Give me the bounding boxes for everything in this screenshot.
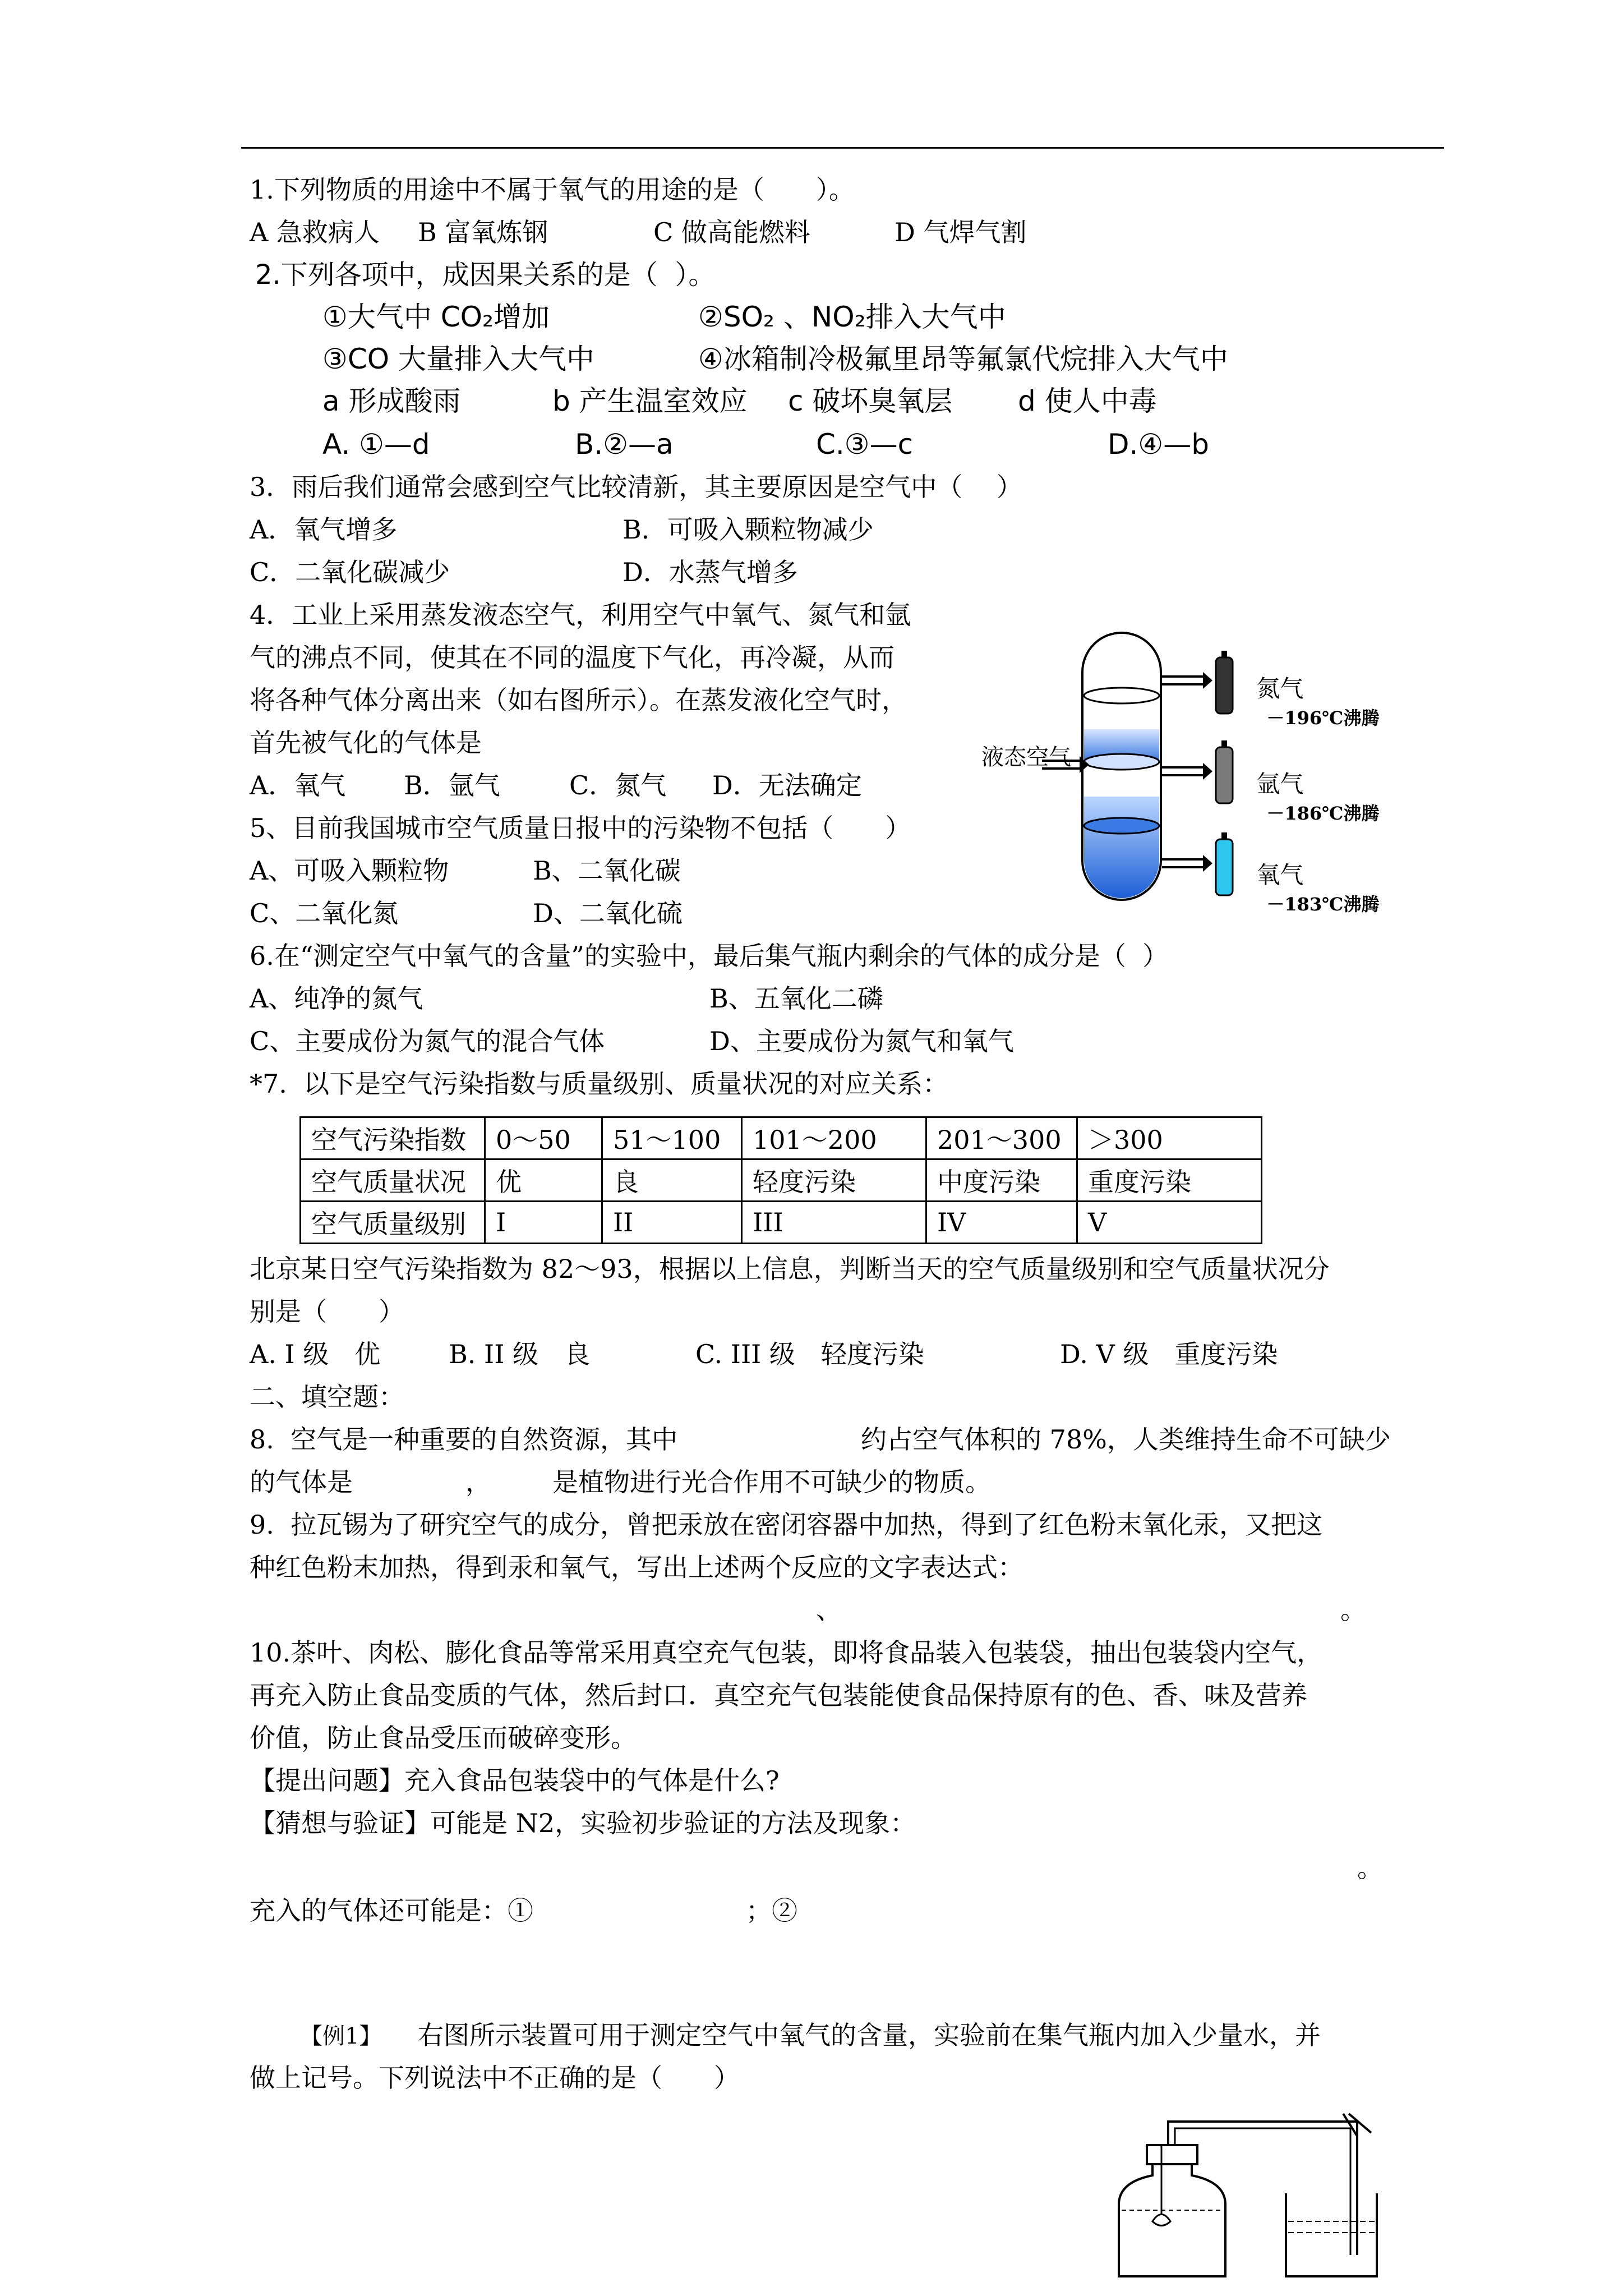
q7-stem: *7. 以下是空气污染指数与质量级别、质量状况的对应关系： bbox=[250, 1069, 949, 1099]
q4-line-1: 4．工业上采用蒸发液态空气，利用空气中氧气、氮气和氩 bbox=[250, 600, 911, 630]
q10-line-1: 10.茶叶、肉松、膨化食品等常采用真空充气包装，即将食品装入包装袋，抽出包装袋内空气， bbox=[250, 1637, 1323, 1668]
table-cell: 重度污染 bbox=[1077, 1159, 1262, 1202]
cylinder-argon bbox=[1216, 740, 1233, 803]
q1-stem: 1.下列物质的用途中不属于氧气的用途的是（ ）。 bbox=[250, 174, 855, 205]
q1-option-a: A 急救病人 bbox=[250, 217, 380, 247]
q10-more-b: ；② bbox=[746, 1895, 797, 1926]
plate-3 bbox=[1084, 818, 1159, 834]
apparatus-figure bbox=[1108, 2109, 1388, 2277]
q5-options-row1 bbox=[250, 854, 923, 887]
q2-effect-a: a 形成酸雨 bbox=[322, 385, 461, 417]
q2-causes-row2 bbox=[322, 342, 1388, 376]
q2-stem: 2.下列各项中，成因果关系的是（ ）。 bbox=[255, 259, 716, 291]
table-cell: 0～50 bbox=[485, 1117, 602, 1159]
gas-bp-3: －183℃沸腾 bbox=[1266, 894, 1380, 915]
plate-1 bbox=[1084, 688, 1159, 703]
q7-after-2: 别是（ ） bbox=[250, 1296, 404, 1327]
table-cell: V bbox=[1077, 1202, 1262, 1244]
q4-line-2: 气的沸点不同，使其在不同的温度下气化，再冷凝，从而 bbox=[250, 642, 895, 673]
distillation-figure bbox=[981, 628, 1436, 915]
q4-line-4: 首先被气化的气体是 bbox=[250, 728, 482, 758]
table-cell: 良 bbox=[602, 1159, 742, 1202]
table-cell: 空气质量级别 bbox=[301, 1202, 485, 1244]
q3-stem: 3．雨后我们通常会感到空气比较清新，其主要原因是空气中（ ） bbox=[250, 472, 1022, 502]
q8-line1a: 8. 空气是一种重要的自然资源，其中 bbox=[250, 1424, 678, 1455]
q2-cause-3: ③CO 大量排入大气中 bbox=[322, 343, 594, 375]
q8-line2a: 的气体是 bbox=[250, 1467, 353, 1497]
q2-cause-2: ②SO₂ 、NO₂排入大气中 bbox=[698, 301, 1006, 333]
gas-bp-2: －186℃沸腾 bbox=[1266, 803, 1380, 824]
q6-option-c: C、主要成份为氮气的混合气体 bbox=[250, 1026, 605, 1056]
q2-cause-4: ④冰箱制冷极氟里昂等氟氯代烷排入大气中 bbox=[698, 343, 1228, 375]
table-cell: 空气质量状况 bbox=[301, 1159, 485, 1202]
gas-name-1: 氮气 bbox=[1256, 675, 1304, 702]
q8-line2c: 是植物进行光合作用不可缺少的物质。 bbox=[552, 1467, 991, 1497]
gas-bp-1: －196℃沸腾 bbox=[1266, 707, 1380, 729]
q6-stem: 6.在“测定空气中氧气的含量”的实验中，最后集气瓶内剩余的气体的成分是（ ） bbox=[250, 941, 1169, 971]
q4-option-b: B．氩气 bbox=[404, 770, 500, 800]
gas-jar bbox=[1119, 2164, 1225, 2276]
q10-line-2: 再充入防止食品变质的气体，然后封口．真空充气包装能使食品保持原有的色、香、味及营养 bbox=[250, 1680, 1307, 1710]
q6-option-a: A、纯净的氮气 bbox=[250, 983, 423, 1014]
q7-option-d: D. V 级 重度污染 bbox=[1060, 1339, 1278, 1369]
spoon-bowl bbox=[1152, 2215, 1170, 2226]
oxygen-test-apparatus bbox=[1108, 2109, 1388, 2277]
q1-option-b: B 富氧炼钢 bbox=[418, 217, 548, 247]
gas-name-2: 氩气 bbox=[1256, 770, 1304, 798]
table-row bbox=[301, 1202, 1262, 1244]
q5-option-d: D、二氧化硫 bbox=[533, 898, 683, 928]
table-cell: IV bbox=[926, 1202, 1077, 1244]
q8-line1b: 约占空气体积的 78%，人类维持生命不可缺少 bbox=[861, 1424, 1391, 1455]
output-label-2 bbox=[1245, 755, 1380, 836]
q4-option-d: D．无法确定 bbox=[712, 770, 862, 800]
table-cell: II bbox=[602, 1202, 742, 1244]
table-cell: 优 bbox=[485, 1159, 602, 1202]
example-tag: 【例1】 bbox=[300, 2023, 382, 2049]
q10-guess: 【猜想与验证】可能是 N2，实验初步验证的方法及现象： bbox=[250, 1808, 916, 1838]
column-liquid bbox=[1084, 797, 1159, 898]
q3-options-row2 bbox=[250, 555, 1147, 589]
table-row bbox=[301, 1159, 1262, 1202]
q3-option-a: A．氧气增多 bbox=[250, 514, 398, 545]
q6-option-d: D、主要成份为氮气和氧气 bbox=[709, 1026, 1014, 1056]
q2-option-a: A. ①—d bbox=[322, 428, 430, 461]
q4-option-c: C．氮气 bbox=[569, 770, 667, 800]
q5-options-row2 bbox=[250, 896, 923, 930]
q5-option-b: B、二氧化碳 bbox=[533, 855, 681, 886]
q2-option-b: B.②—a bbox=[575, 428, 674, 461]
q2-effect-d: d 使人中毒 bbox=[1018, 385, 1157, 417]
input-label: 液态空气 bbox=[981, 744, 1071, 770]
table-cell: 51～100 bbox=[602, 1117, 742, 1159]
q9-end: 。 bbox=[1340, 1595, 1366, 1625]
q5-stem: 5、目前我国城市空气质量日报中的污染物不包括（ ） bbox=[250, 813, 911, 843]
q9-line-1: 9. 拉瓦锡为了研究空气的成分，曾把汞放在密闭容器中加热，得到了红色粉末氧化汞，又把这 bbox=[250, 1510, 1323, 1540]
q3-option-b: B．可吸入颗粒物减少 bbox=[623, 514, 874, 545]
q4-options bbox=[250, 769, 951, 802]
q4-option-a: A．氧气 bbox=[250, 770, 346, 800]
q3-option-c: C．二氧化碳减少 bbox=[250, 557, 450, 587]
example-line-1: 右图所示装置可用于测定空气中氧气的含量，实验前在集气瓶内加入少量水，并 bbox=[418, 2020, 1321, 2050]
plate-2 bbox=[1084, 754, 1159, 770]
cylinder-nitrogen bbox=[1216, 651, 1233, 714]
q7-option-a: A. I 级 优 bbox=[250, 1339, 381, 1369]
example-line-2: 做上记号。下列说法中不正确的是（ ） bbox=[250, 2063, 740, 2093]
beaker bbox=[1286, 2193, 1377, 2276]
gas-name-3: 氧气 bbox=[1256, 861, 1304, 889]
header-rule bbox=[241, 147, 1444, 149]
q6-option-b: B、五氧化二磷 bbox=[709, 983, 883, 1014]
q10-end: 。 bbox=[1357, 1853, 1383, 1883]
q10-line-3: 价值，防止食品受压而破碎变形。 bbox=[250, 1723, 637, 1753]
q1-options bbox=[250, 215, 1427, 249]
table-cell: I bbox=[485, 1202, 602, 1244]
q6-options-row2 bbox=[250, 1024, 1203, 1058]
q2-option-c: C.③—c bbox=[816, 428, 914, 461]
q1-option-c: C 做高能燃料 bbox=[653, 217, 810, 247]
q2-option-d: D.④—b bbox=[1108, 428, 1209, 461]
table-cell: 中度污染 bbox=[926, 1159, 1077, 1202]
q5-option-a: A、可吸入颗粒物 bbox=[250, 855, 449, 886]
q2-effects bbox=[322, 384, 1388, 418]
table-cell: 101～200 bbox=[742, 1117, 926, 1159]
q2-effect-b: b 产生温室效应 bbox=[552, 385, 748, 417]
q5-option-c: C、二氧化氮 bbox=[250, 898, 399, 928]
output-arrow-1 bbox=[1162, 672, 1212, 689]
glass-tube bbox=[1168, 2122, 1357, 2255]
q1-option-d: D 气焊气割 bbox=[895, 217, 1027, 247]
q7-options bbox=[250, 1337, 1371, 1371]
q7-after-1: 北京某日空气污染指数为 82～93，根据以上信息，判断当天的空气质量级别和空气质量状况分 bbox=[250, 1254, 1330, 1284]
output-label-3 bbox=[1245, 846, 1380, 927]
q2-effect-c: c 破坏臭氧层 bbox=[788, 385, 953, 417]
cylinder-oxygen bbox=[1216, 832, 1233, 895]
q9-line-2: 种红色粉末加热，得到汞和氧气，写出上述两个反应的文字表达式： bbox=[250, 1552, 1023, 1582]
output-arrow-3 bbox=[1162, 855, 1212, 872]
q8-line2b: ， bbox=[465, 1467, 491, 1497]
q10-more-a: 充入的气体还可能是：① bbox=[250, 1895, 533, 1926]
q2-cause-1: ①大气中 CO₂增加 bbox=[322, 301, 550, 333]
q4-line-3: 将各种气体分离出来（如右图所示）。在蒸发液化空气时， bbox=[250, 685, 907, 715]
q3-option-d: D．水蒸气增多 bbox=[623, 557, 798, 587]
q7-option-c: C. III 级 轻度污染 bbox=[695, 1339, 924, 1369]
output-arrow-2 bbox=[1162, 763, 1212, 780]
table-cell: 轻度污染 bbox=[742, 1159, 926, 1202]
q3-options-row1 bbox=[250, 513, 1147, 546]
q9-sep: 、 bbox=[816, 1595, 842, 1625]
table-cell: III bbox=[742, 1202, 926, 1244]
q6-options-row1 bbox=[250, 982, 1203, 1015]
table-cell: 201～300 bbox=[926, 1117, 1077, 1159]
q10-ask: 【提出问题】充入食品包装袋中的气体是什么? bbox=[250, 1765, 780, 1796]
table-row bbox=[301, 1117, 1262, 1159]
stopper bbox=[1147, 2145, 1197, 2164]
table-cell: 空气污染指数 bbox=[301, 1117, 485, 1159]
section-heading: 二、填空题： bbox=[250, 1382, 404, 1412]
output-label-1 bbox=[1245, 660, 1380, 740]
table-cell: ＞300 bbox=[1077, 1117, 1262, 1159]
air-quality-table bbox=[299, 1116, 1262, 1244]
q2-options bbox=[322, 427, 1388, 461]
q2-causes-row1 bbox=[322, 300, 1388, 334]
q7-option-b: B. II 级 良 bbox=[449, 1339, 591, 1369]
